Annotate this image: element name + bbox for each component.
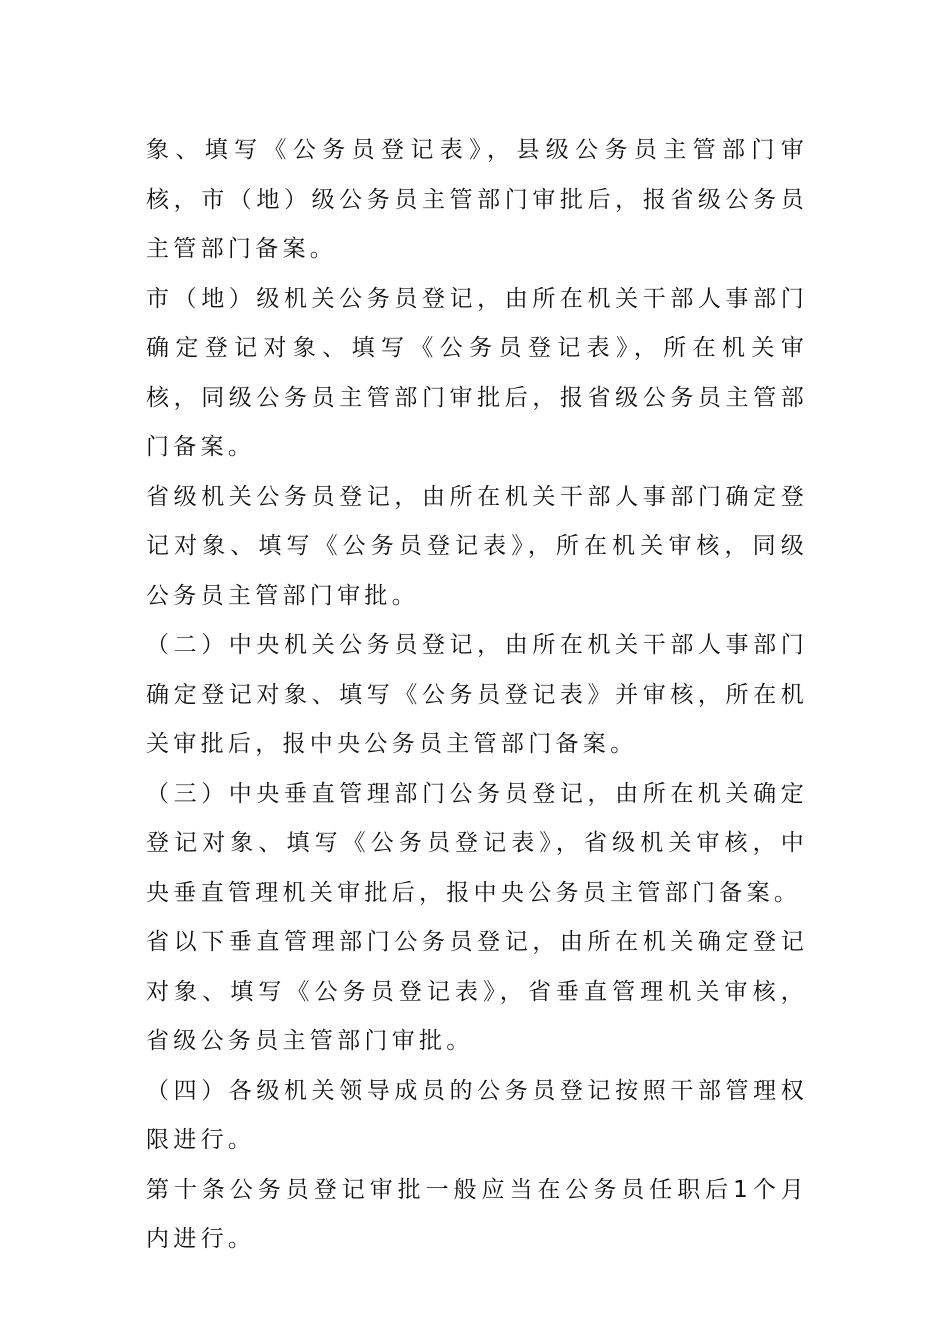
paragraph-county-registration-continued: 象、填写《公务员登记表》，县级公务员主管部门审核，市（地）级公务员主管部门审批后，报省级公务员主管部门备案。	[146, 137, 808, 262]
paragraph-sub-provincial-vertical-registration: 省以下垂直管理部门公务员登记，由所在机关确定登记对象、填写《公务员登记表》，省垂直管理机关审核，省级公务员主管部门审批。	[146, 929, 808, 1054]
paragraph-city-level-registration: 市（地）级机关公务员登记，由所在机关干部人事部门确定登记对象、填写《公务员登记表》，所在机关审核，同级公务员主管部门审批后，报省级公务员主管部门备案。	[146, 285, 808, 460]
paragraph-leadership-registration: （四）各级机关领导成员的公务员登记按照干部管理权限进行。	[146, 1077, 808, 1153]
paragraph-central-organ-registration: （二）中央机关公务员登记，由所在机关干部人事部门确定登记对象、填写《公务员登记表》并审核，所在机关审批后，报中央公务员主管部门备案。	[146, 632, 808, 757]
paragraph-article-ten: 第十条公务员登记审批一般应当在公务员任职后1个月内进行。	[146, 1176, 808, 1252]
paragraph-central-vertical-registration: （三）中央垂直管理部门公务员登记，由所在机关确定登记对象、填写《公务员登记表》，省级机关审核，中央垂直管理机关审批后，报中央公务员主管部门备案。	[146, 780, 808, 906]
document-body	[146, 126, 808, 1265]
paragraph-provincial-registration: 省级机关公务员登记，由所在机关干部人事部门确定登记对象、填写《公务员登记表》，所在机关审核，同级公务员主管部门审批。	[146, 483, 808, 609]
